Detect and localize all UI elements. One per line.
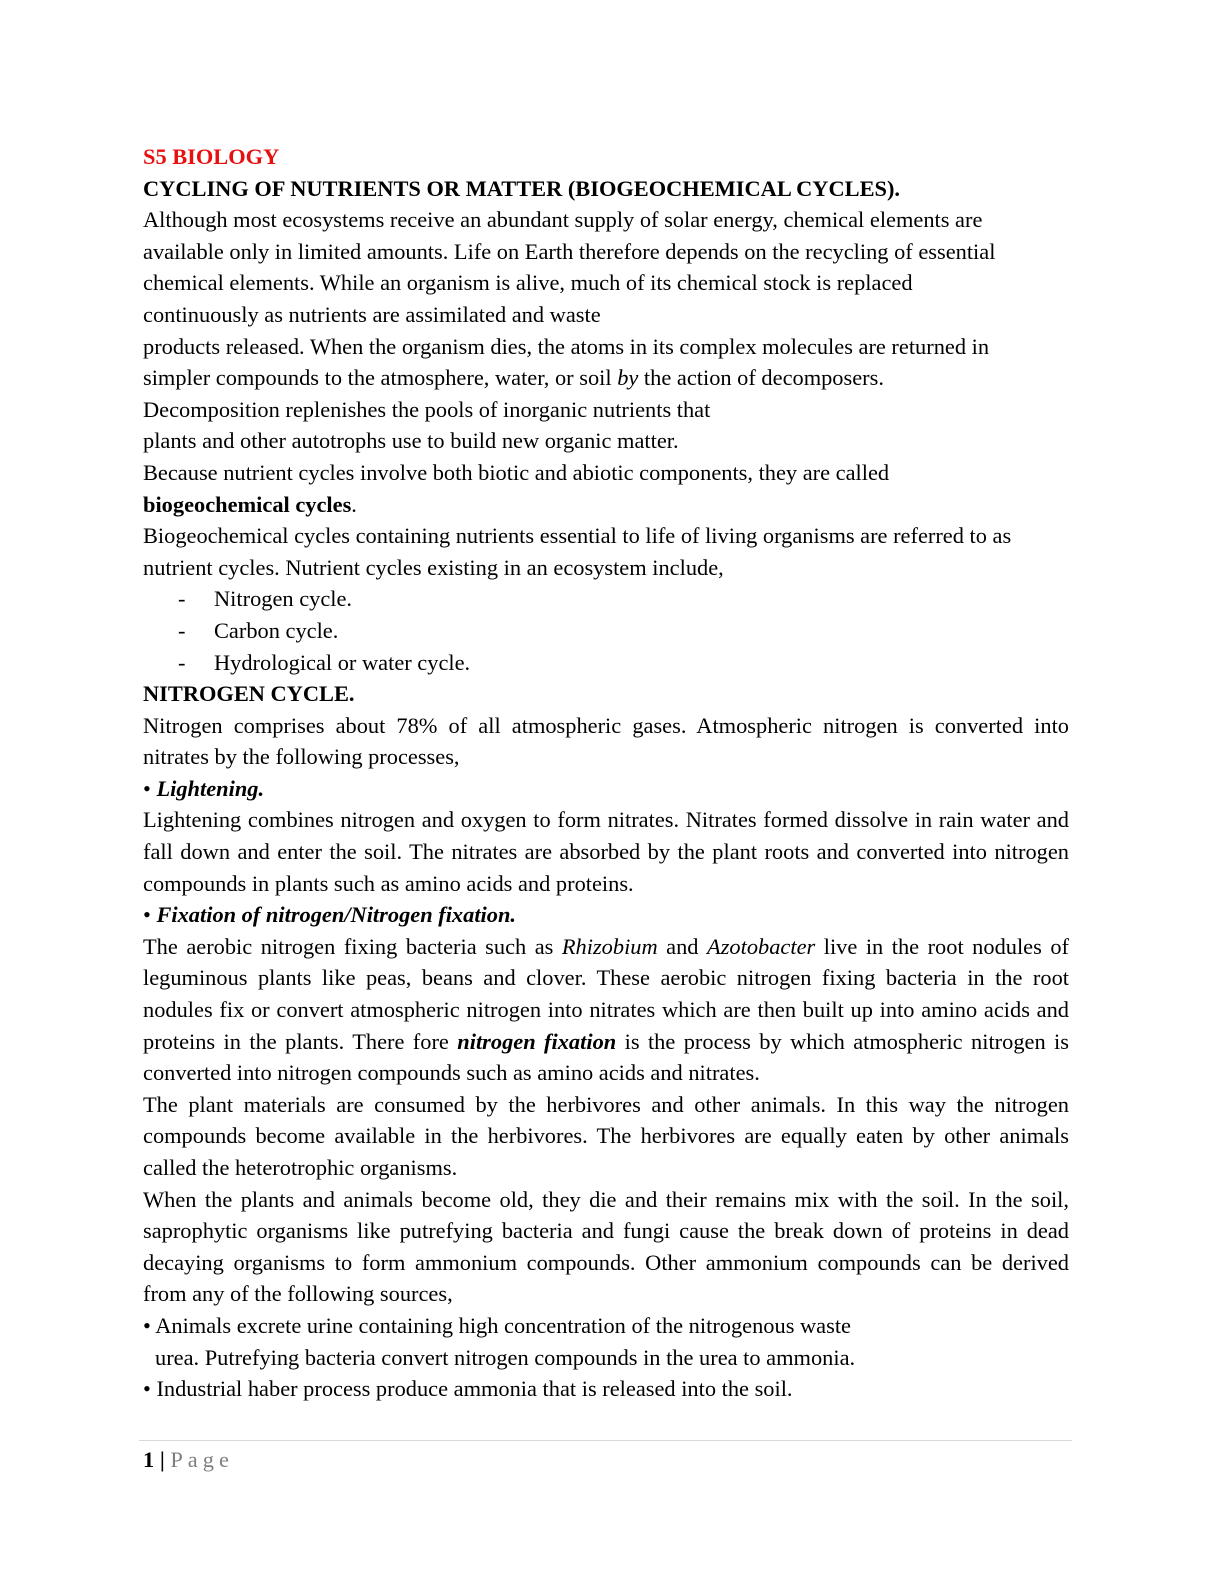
definition-period: . bbox=[351, 491, 357, 517]
decomposition-paragraph bbox=[143, 394, 1069, 457]
biogeochemical-term: biogeochemical cycles bbox=[143, 491, 352, 517]
list-item bbox=[143, 647, 1069, 679]
nitrogen-cycle-heading: NITROGEN CYCLE. bbox=[143, 681, 355, 707]
list-item bbox=[143, 615, 1069, 647]
bullet-marker: • bbox=[143, 1312, 151, 1338]
nitrogen-intro: Nitrogen comprises about 78% of all atmospheric gases. Atmospheric nitrogen is converted into nitrates by the following processes, bbox=[143, 712, 1069, 770]
fixation-text: The aerobic nitrogen fixing bacteria such as bbox=[143, 933, 562, 959]
decomposers-line: products released. When the organism dies, the atoms in its complex molecules are returned in bbox=[143, 333, 990, 359]
source-text: Animals excrete urine containing high concentration of the nitrogenous waste bbox=[155, 1312, 851, 1338]
fixation-paragraph bbox=[143, 931, 1069, 1089]
intro-line: Although most ecosystems receive an abundant supply of solar energy, chemical elements are bbox=[143, 207, 983, 233]
intro-line: available only in limited amounts. Life on Earth therefore depends on the recycling of essential bbox=[143, 238, 996, 264]
cycles-list bbox=[143, 583, 1069, 678]
bullet-marker: • bbox=[143, 775, 151, 801]
decomposers-text: simpler compounds to the atmosphere, water, or soil bbox=[143, 365, 618, 391]
fixation-title: Fixation of nitrogen/Nitrogen fixation. bbox=[156, 902, 517, 928]
list-item bbox=[143, 583, 1069, 615]
dash-marker: - bbox=[178, 617, 186, 643]
azotobacter-term: Azotobacter bbox=[707, 933, 816, 959]
footer-separator: | bbox=[159, 1447, 165, 1472]
decomposers-paragraph bbox=[143, 331, 1069, 394]
document-page bbox=[143, 141, 1069, 1405]
biogeochemical-definition bbox=[143, 457, 1069, 520]
nitrogen-fixation-term: nitrogen fixation bbox=[457, 1028, 617, 1054]
dash-marker: - bbox=[178, 649, 186, 675]
decomposers-text-end: the action of decomposers. bbox=[638, 365, 884, 391]
page-footer bbox=[139, 1440, 1072, 1472]
nutrient-line: Biogeochemical cycles containing nutrients essential to life of living organisms are referred to as bbox=[143, 523, 1012, 549]
footer-text bbox=[143, 1444, 234, 1475]
dash-marker: - bbox=[178, 586, 186, 612]
list-item-text: Hydrological or water cycle. bbox=[214, 649, 471, 675]
decomposition-line: Decomposition replenishes the pools of inorganic nutrients that bbox=[143, 396, 711, 422]
source-item-haber bbox=[143, 1373, 1069, 1405]
fixation-heading bbox=[143, 899, 1069, 931]
source-text-continued: urea. Putrefying bacteria convert nitrogen compounds in the urea to ammonia. bbox=[155, 1344, 856, 1370]
decay-paragraph: When the plants and animals become old, they die and their remains mix with the soil. In the soil, saprophytic organisms like putrefying bacteria and fungi cause the break down of proteins in dead decaying organisms to form ammonium compounds. Other ammonium compounds can be derived from any of the following sources, bbox=[143, 1186, 1069, 1307]
source-item-urine bbox=[143, 1310, 1069, 1373]
page-number: 1 bbox=[143, 1447, 155, 1472]
list-item-text: Nitrogen cycle. bbox=[214, 586, 353, 612]
lightening-paragraph: Lightening combines nitrogen and oxygen to form nitrates. Nitrates formed dissolve in rain water and fall down and enter the soil. The nitrates are absorbed by the plant roots and converted into nitrogen compounds in plants such as amino acids and proteins. bbox=[143, 807, 1069, 896]
fixation-text: live in the root nodules of leguminous plants like peas, beans and clover. These aerobic nitrogen fixing bacteria in the root nodules fix or convert atmospheric nitrogen into nitrates which are then built up into amino acids and proteins in the plants. There fore bbox=[143, 933, 1069, 1054]
bullet-marker: • bbox=[143, 1376, 151, 1402]
lightening-heading bbox=[143, 773, 1069, 805]
source-text: Industrial haber process produce ammonia that is released into the soil. bbox=[156, 1376, 793, 1402]
fixation-and: and bbox=[657, 933, 708, 959]
intro-line: chemical elements. While an organism is alive, much of its chemical stock is replaced bbox=[143, 270, 913, 296]
nutrient-line: nutrient cycles. Nutrient cycles existing in an ecosystem include, bbox=[143, 554, 724, 580]
list-item-text: Carbon cycle. bbox=[214, 617, 339, 643]
page-label: Page bbox=[170, 1447, 234, 1472]
course-title: S5 BIOLOGY bbox=[143, 144, 280, 169]
lightening-title: Lightening. bbox=[156, 775, 265, 801]
by-italic: by bbox=[617, 365, 639, 391]
intro-line: continuously as nutrients are assimilated and waste bbox=[143, 301, 601, 327]
herbivores-paragraph: The plant materials are consumed by the herbivores and other animals. In this way the nitrogen compounds become available in the herbivores. The herbivores are equally eaten by other animals called the heterotrophic organisms. bbox=[143, 1091, 1069, 1180]
fixation-text: is the process by which atmospheric nitrogen is converted into nitrogen compounds such as amino acids and nitrates. bbox=[143, 1028, 1069, 1086]
rhizobium-term: Rhizobium bbox=[561, 933, 658, 959]
intro-paragraph bbox=[143, 204, 1069, 330]
definition-text: Because nutrient cycles involve both biotic and abiotic components, they are called bbox=[143, 459, 890, 485]
nutrient-cycles-paragraph bbox=[143, 520, 1069, 583]
decomposition-line: plants and other autotrophs use to build new organic matter. bbox=[143, 428, 679, 454]
section-heading: CYCLING OF NUTRIENTS OR MATTER (BIOGEOCHEMICAL CYCLES). bbox=[143, 175, 901, 201]
bullet-marker: • bbox=[143, 902, 151, 928]
